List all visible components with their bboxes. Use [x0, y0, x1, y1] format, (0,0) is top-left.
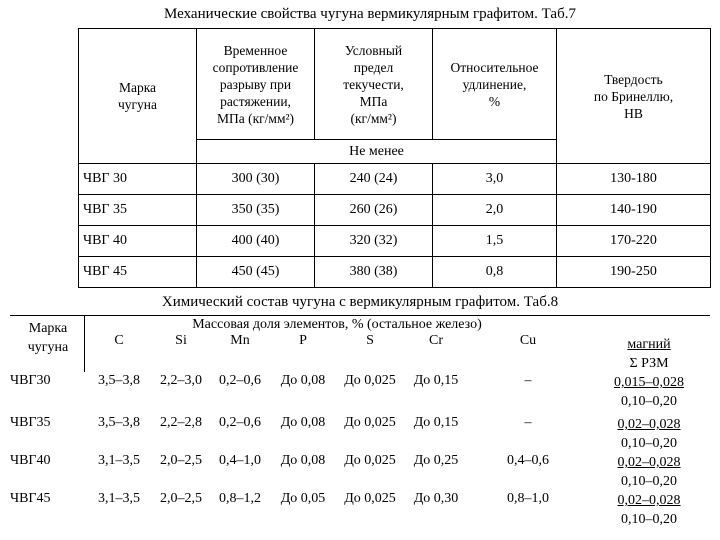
header-not-less: Не менее [197, 140, 557, 164]
header-p: P [299, 333, 307, 348]
table-row: ЧВГ45 3,1–3,5 2,0–2,5 0,8–1,2 До 0,05 До 0,025 До 0,30 0,8–1,0 0,02–0,028 0,10–0,20 [10, 491, 681, 527]
table-row: ЧВГ30 3,5–3,8 2,2–3,0 0,2–0,6 До 0,08 До 0,025 До 0,15 – 0,015–0,028 0,10–0,20 [10, 373, 685, 409]
header-grade: Марка чугуна [27, 321, 69, 355]
table-row: ЧВГ35 3,5–3,8 2,2–2,8 0,2–0,6 До 0,08 До 0,025 До 0,15 – 0,02–0,028 0,10–0,20 [10, 415, 681, 451]
header-cu: Cu [519, 333, 537, 348]
table-row: ЧВГ 35 350 (35) 260 (26) 2,0 140-190 [79, 195, 711, 226]
header-mg-rzm: магний Σ РЗМ [627, 337, 671, 371]
chemical-composition-table [10, 315, 710, 531]
header-s: S [366, 333, 374, 348]
table-row: ЧВГ 30 300 (30) 240 (24) 3,0 130-180 [79, 164, 711, 195]
header-tensile: Временное сопротивление разрыву при растяжении, МПа (кг/мм²) [197, 29, 315, 140]
header-si: Si [175, 333, 187, 348]
table8-title: Химический состав чугуна с вермикулярным графитом. Таб.8 [161, 294, 559, 310]
header-yield: Условный предел текучести, МПа (кг/мм²) [315, 29, 433, 140]
header-hardness: Твердость по Бринеллю, НВ [557, 29, 711, 164]
header-cr: Cr [429, 333, 443, 348]
header-mn: Mn [230, 333, 250, 348]
table-row: ЧВГ 40 400 (40) 320 (32) 1,5 170-220 [79, 226, 711, 257]
header-grade: Марка чугуна [79, 29, 197, 164]
table-row: ЧВГ 45 450 (45) 380 (38) 0,8 190-250 [79, 257, 711, 288]
header-elongation: Относительное удлинение, % [433, 29, 557, 140]
header-c: C [114, 333, 124, 348]
header-mass-fraction: Массовая доля элементов, % (остальное железо) [192, 317, 482, 332]
table7-title: Механические свойства чугуна вермикулярным графитом. Таб.7 [164, 6, 576, 22]
mechanical-properties-table [78, 28, 711, 288]
table-row: ЧВГ40 3,1–3,5 2,0–2,5 0,4–1,0 До 0,08 До 0,025 До 0,25 0,4–0,6 0,02–0,028 0,10–0,20 [10, 453, 681, 489]
